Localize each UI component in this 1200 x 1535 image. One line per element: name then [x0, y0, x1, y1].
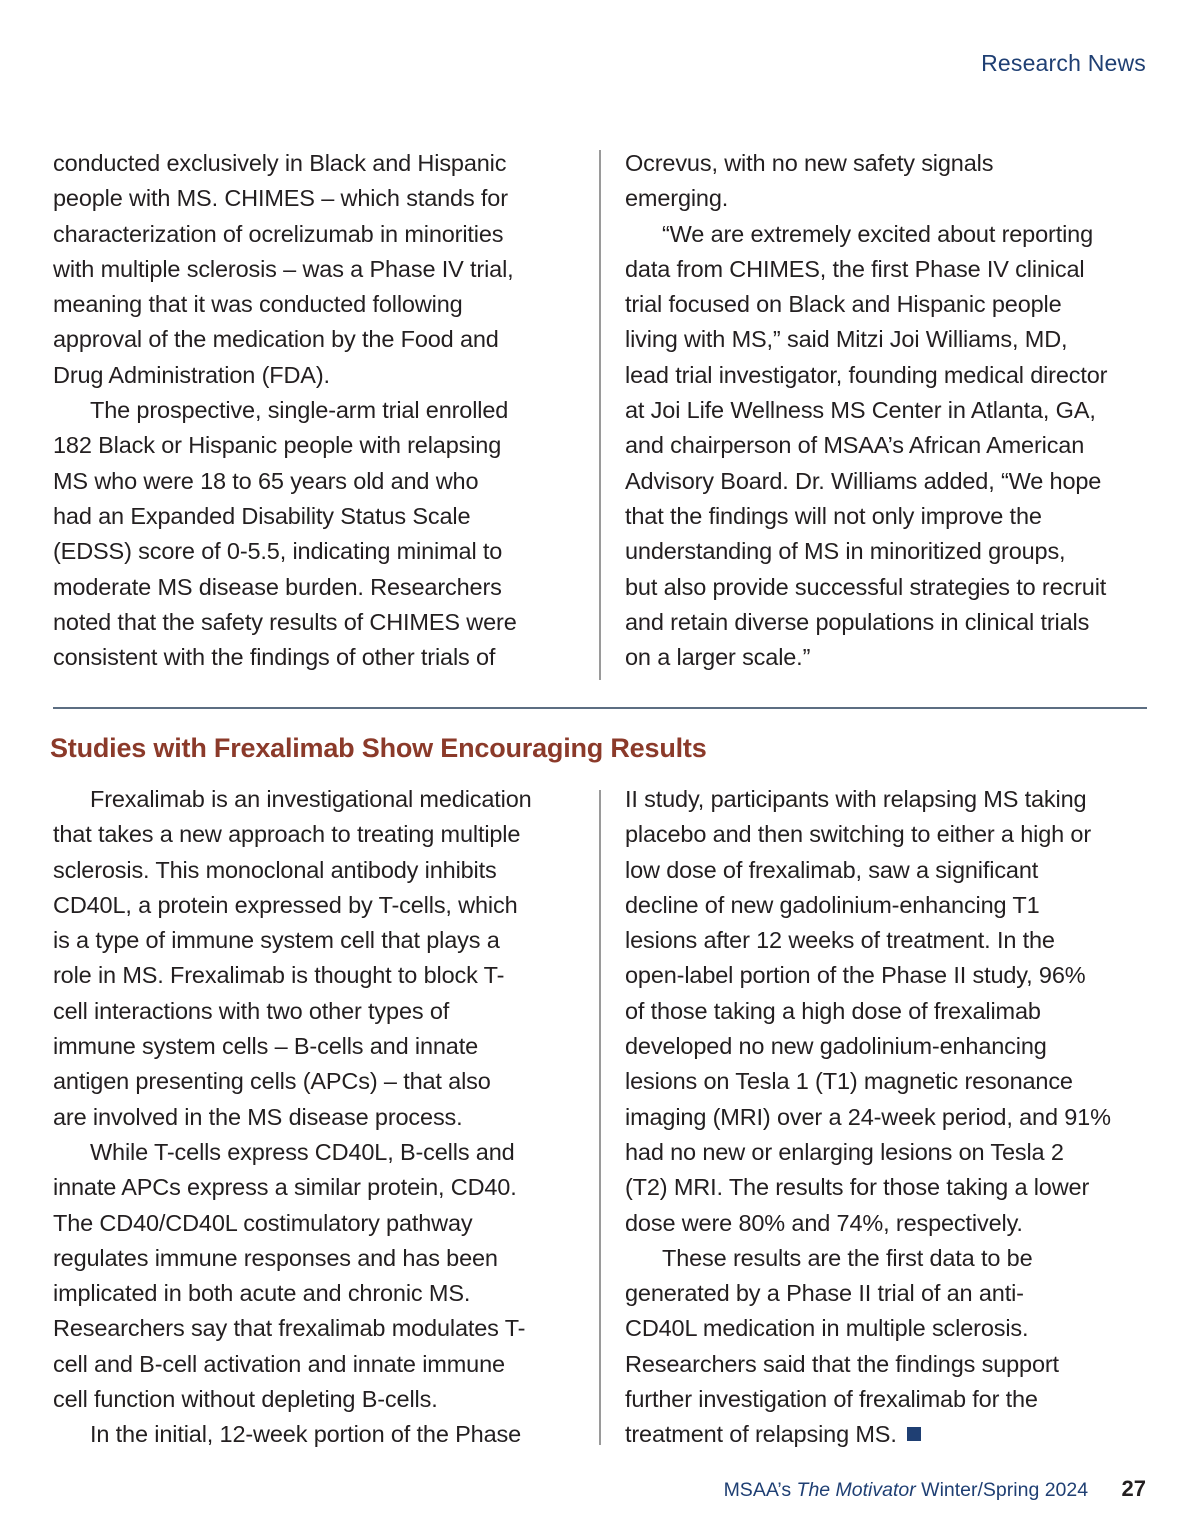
text-line: noted that the safety results of CHIMES were [53, 608, 517, 635]
text-line: Ocrevus, with no new safety signals [625, 150, 994, 176]
text-line: innate APCs express a similar protein, CD40. [53, 1174, 517, 1201]
text-line: lead trial investigator, founding medical director [625, 361, 1108, 388]
text-line: Researchers said that the findings support [625, 1350, 1059, 1377]
text-line: with multiple sclerosis – was a Phase IV trial, [53, 255, 514, 282]
footer-issue: Winter/Spring 2024 [921, 1479, 1089, 1501]
page-footer [724, 1476, 1146, 1502]
text-line: regulates immune responses and has been [53, 1244, 498, 1271]
section-label: Research News [981, 50, 1146, 76]
text-line: sclerosis. This monoclonal antibody inhibits [53, 856, 497, 883]
text-line: developed no new gadolinium-enhancing [625, 1033, 1047, 1060]
column-divider [599, 790, 601, 1445]
text-line: implicated in both acute and chronic MS. [53, 1280, 471, 1307]
text-line: CD40L, a protein expressed by T-cells, which [53, 891, 518, 918]
text-line: The prospective, single-arm trial enrolled [90, 397, 509, 424]
text-line: cell interactions with two other types of [53, 997, 450, 1024]
text-line: are involved in the MS disease process. [53, 1103, 463, 1130]
text-line: Frexalimab is an investigational medication [90, 786, 532, 812]
text-line: dose were 80% and 74%, respectively. [625, 1209, 1023, 1236]
column-divider [599, 150, 601, 680]
text-line: moderate MS disease burden. Researchers [53, 573, 502, 600]
text-line: Researchers say that frexalimab modulates T- [53, 1315, 526, 1342]
text-line: people with MS. CHIMES – which stands for [53, 185, 508, 212]
text-line: treatment of relapsing MS. [625, 1421, 897, 1448]
text-line: had no new or enlarging lesions on Tesla 2 [625, 1138, 1064, 1165]
text-line: placebo and then switching to either a high or [625, 821, 1092, 848]
text-line: 182 Black or Hispanic people with relapsing [53, 432, 502, 459]
text-line: characterization of ocrelizumab in minorities [53, 220, 504, 247]
text-line: immune system cells – B-cells and innate [53, 1033, 479, 1060]
text-line: lesions after 12 weeks of treatment. In the [625, 927, 1055, 954]
text-line: that the findings will not only improve the [625, 502, 1042, 529]
text-line: meaning that it was conducted following [53, 291, 463, 318]
text-line: conducted exclusively in Black and Hispanic [53, 150, 507, 176]
text-line: that takes a new approach to treating multiple [53, 821, 521, 848]
text-line-final [625, 1417, 1111, 1452]
text-line: In the initial, 12-week portion of the Phase [90, 1421, 522, 1448]
text-line: These results are the first data to be [662, 1244, 1033, 1271]
text-line: emerging. [625, 185, 729, 212]
text-line: cell function without depleting B-cells. [53, 1386, 438, 1413]
text-line: understanding of MS in minoritized groups, [625, 538, 1066, 565]
text-line: generated by a Phase II trial of an anti- [625, 1280, 1024, 1307]
section-divider [53, 707, 1147, 709]
text-line: and retain diverse populations in clinical trials [625, 608, 1090, 635]
text-line: “We are extremely excited about reporting [662, 220, 1093, 247]
text-line: While T-cells express CD40L, B-cells and [90, 1138, 515, 1165]
text-line: (EDSS) score of 0-5.5, indicating minimal to [53, 538, 503, 565]
footer-magazine-title: The Motivator [796, 1479, 916, 1501]
text-line: open-label portion of the Phase II study, 96% [625, 962, 1086, 989]
text-line: antigen presenting cells (APCs) – that also [53, 1068, 491, 1095]
text-line: Drug Administration (FDA). [53, 361, 330, 388]
text-line: but also provide successful strategies to recruit [625, 573, 1107, 600]
text-line: lesions on Tesla 1 (T1) magnetic resonance [625, 1068, 1073, 1095]
text-line: MS who were 18 to 65 years old and who [53, 467, 479, 494]
text-line: cell and B-cell activation and innate immune [53, 1350, 505, 1377]
text-line: low dose of frexalimab, saw a significant [625, 856, 1039, 883]
text-line: II study, participants with relapsing MS taking [625, 786, 1087, 812]
text-line: consistent with the findings of other trials of [53, 644, 496, 671]
text-line: imaging (MRI) over a 24-week period, and 91% [625, 1103, 1111, 1130]
text-line: trial focused on Black and Hispanic people [625, 291, 1062, 318]
bottom-article-right-column [625, 782, 1111, 1453]
footer-publisher: MSAA’s [723, 1479, 792, 1501]
bottom-article-left-column [53, 782, 532, 1453]
text-line: CD40L medication in multiple sclerosis. [625, 1315, 1029, 1342]
text-line: The CD40/CD40L costimulatory pathway [53, 1209, 473, 1236]
end-of-article-square-icon [907, 1427, 921, 1441]
text-line: data from CHIMES, the first Phase IV clinical [625, 255, 1085, 282]
text-line: living with MS,” said Mitzi Joi Williams, MD, [625, 326, 1068, 353]
text-line: on a larger scale.” [625, 644, 811, 671]
text-line: role in MS. Frexalimab is thought to block T- [53, 962, 505, 989]
text-line: decline of new gadolinium-enhancing T1 [625, 891, 1040, 918]
text-line: had an Expanded Disability Status Scale [53, 502, 471, 529]
text-line: approval of the medication by the Food and [53, 326, 499, 353]
text-line: further investigation of frexalimab for the [625, 1386, 1038, 1413]
top-article-right-column [625, 146, 1107, 675]
text-line: and chairperson of MSAA’s African American [625, 432, 1085, 459]
text-line: at Joi Life Wellness MS Center in Atlanta, GA, [625, 397, 1096, 424]
top-article-left-column [53, 146, 517, 675]
article-headline: Studies with Frexalimab Show Encouraging Results [50, 733, 707, 763]
page-number: 27 [1121, 1476, 1146, 1501]
text-line: of those taking a high dose of frexalimab [625, 997, 1041, 1024]
text-line: Advisory Board. Dr. Williams added, “We hope [625, 467, 1102, 494]
text-line: is a type of immune system cell that plays a [53, 927, 500, 954]
text-line: (T2) MRI. The results for those taking a lower [625, 1174, 1090, 1201]
